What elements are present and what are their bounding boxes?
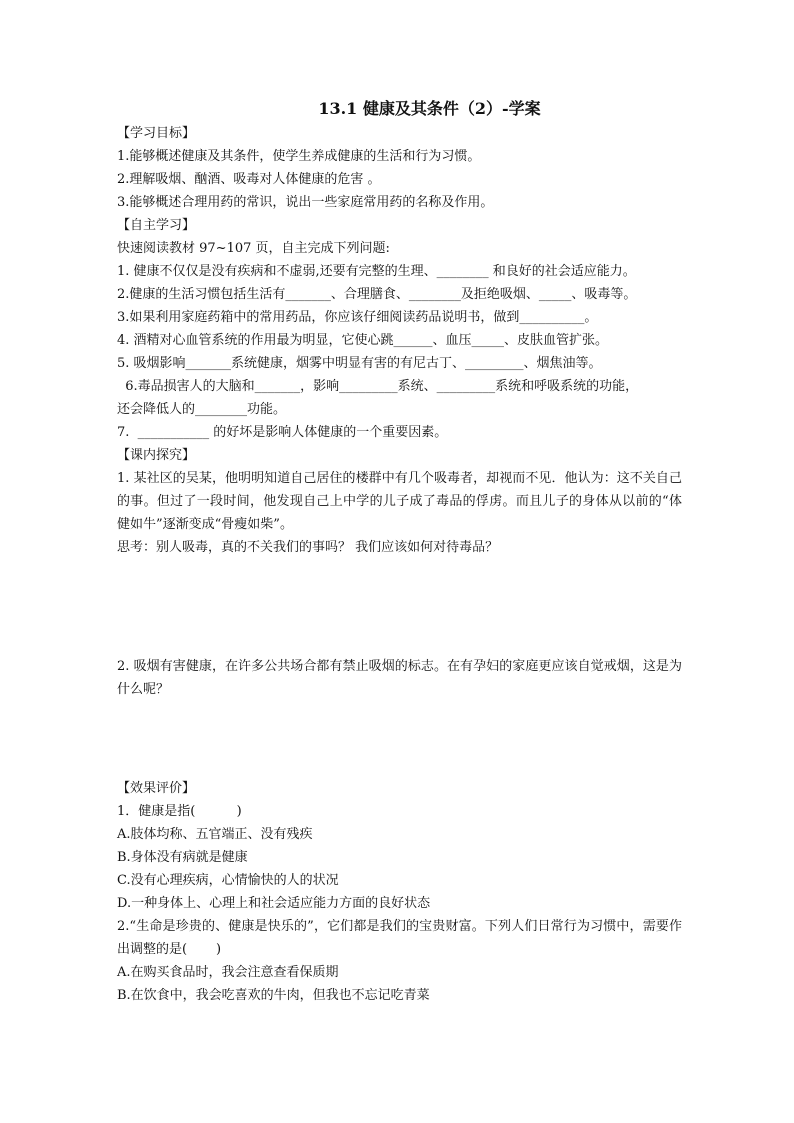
goal-item: 2.理解吸烟、酗酒、吸毒对人体健康的危害 。 <box>117 172 381 187</box>
inquiry-question-2: 2. 吸烟有害健康，在许多公共场合都有禁止吸烟的标志。在有孕妇的家庭更应该自觉戒烟，这是为什么呢？ <box>117 659 682 697</box>
answer-space <box>117 701 682 777</box>
mc-question-stem: 1．健康是指( ) <box>117 804 242 819</box>
mc-option: C.没有心理疾病，心情愉快的人的状况 <box>117 873 339 888</box>
answer-space <box>117 559 682 655</box>
fill-blank-question: 5. 吸烟影响_______系统健康，烟雾中明显有害的有尼古丁、_________、烟焦油等。 <box>117 356 602 371</box>
page-title: 13.1 健康及其条件（2）-学案 <box>318 99 541 118</box>
evaluation-section <box>117 777 682 1007</box>
mc-question-stem: 2.“生命是珍贵的、健康是快乐的”，它们都是我们的宝贵财富。下列人们日常行为习惯中，需要作出调整的是( ) <box>117 919 682 957</box>
section-header: 【课内探究】 <box>117 448 196 463</box>
fill-blank-question: 4. 酒精对心血管系统的作用最为明显，它使心跳______、血压_____、皮肤血管扩张。 <box>117 333 609 348</box>
mc-option: D.一种身体上、心理上和社会适应能力方面的良好状态 <box>117 896 431 911</box>
goal-item: 1.能够概述健康及其条件，使学生养成健康的生活和行为习惯。 <box>117 149 481 164</box>
inquiry-think-prompt: 思考：别人吸毒，真的不关我们的事吗？ 我们应该如何对待毒品？ <box>117 540 499 555</box>
section-header: 【效果评价】 <box>117 781 196 796</box>
mc-option: A.肢体均称、五官端正、没有残疾 <box>117 827 313 842</box>
mc-option: B.在饮食中，我会吃喜欢的牛肉，但我也不忘记吃青菜 <box>117 988 430 1003</box>
fill-blank-question: 还会降低人的________功能。 <box>117 402 287 417</box>
fill-blank-question: 1. 健康不仅仅是没有疾病和不虚弱,还要有完整的生理、________ 和良好的社会适应能力。 <box>117 264 636 279</box>
worksheet-page <box>117 96 682 1007</box>
learning-goals-section <box>117 122 682 214</box>
mc-option: A.在购买食品时，我会注意查看保质期 <box>117 965 339 980</box>
inquiry-question-1: 1. 某社区的吴某，他明明知道自己居住的楼群中有几个吸毒者，却视而不见．他认为：这不关自己的事。但过了一段时间，他发现自己上中学的儿子成了毒品的俘虏。而且儿子的身体从以前的“体健如牛”逐渐变成“骨瘦如柴”。 <box>117 471 682 532</box>
fill-blank-question: 3.如果利用家庭药箱中的常用药品，你应该仔细阅读药品说明书，做到__________。 <box>117 310 598 325</box>
self-study-section <box>117 214 682 444</box>
section-header: 【自主学习】 <box>117 218 196 233</box>
fill-blank-question: 7. ___________ 的好坏是影响人体健康的一个重要因素。 <box>117 425 448 440</box>
self-study-intro: 快速阅读教材 97~107 页，自主完成下列问题: <box>117 241 390 256</box>
mc-option: B.身体没有病就是健康 <box>117 850 248 865</box>
fill-blank-question: 2.健康的生活习惯包括生活有_______、合理膳食、________及拒绝吸烟、_____、吸毒等。 <box>117 287 637 302</box>
goal-item: 3.能够概述合理用药的常识，说出一些家庭常用药的名称及作用。 <box>117 195 494 210</box>
section-header: 【学习目标】 <box>117 126 196 141</box>
inquiry-section <box>117 444 682 777</box>
fill-blank-question: 6.毒品损害人的大脑和_______，影响_________系统、_________系统和呼吸系统的功能， <box>117 379 639 394</box>
